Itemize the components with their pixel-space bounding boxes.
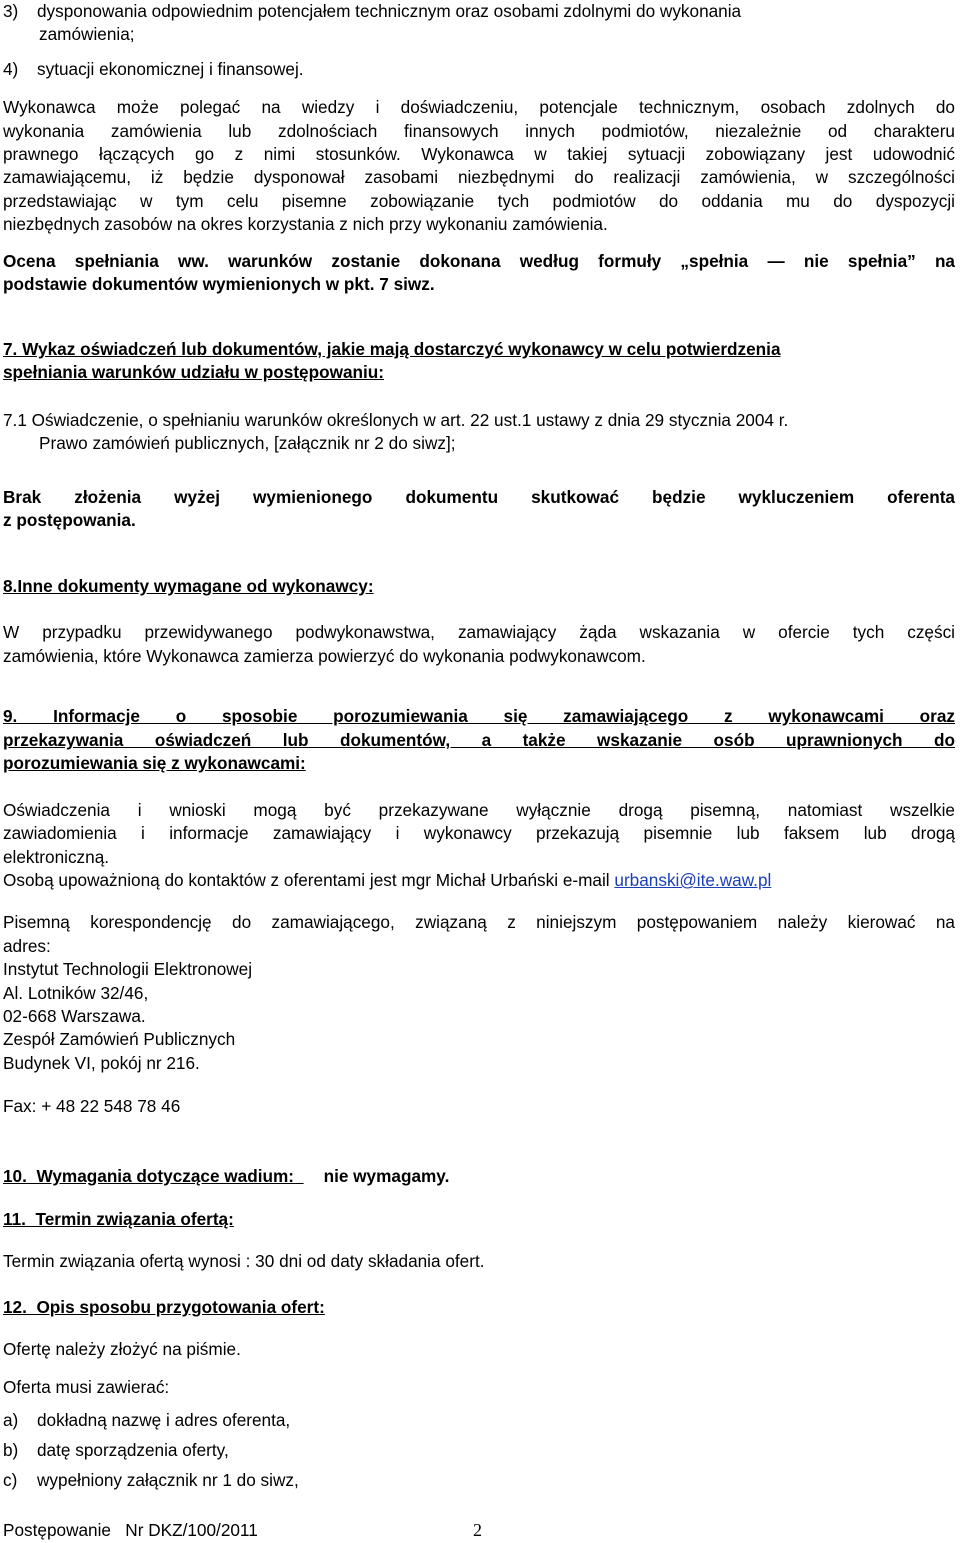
evaluation-line: podstawie dokumentów wymienionych w pkt. 7 siwz. [3, 274, 435, 294]
page-number: 2 [473, 1520, 482, 1540]
list-text: dysponowania odpowiednim potencjałem technicznym oraz osobami zdolnymi do wykonania [37, 1, 742, 21]
paragraph-line: zamawiającemu, iż będzie dysponował zasobami niezbędnymi do realizacji zamówienia, w szczególności [3, 167, 955, 187]
list-marker: c) [3, 1470, 18, 1490]
list-item [3, 1409, 290, 1432]
warning-line: Brak złożenia wyżej wymienionego dokumentu skutkować będzie wykluczeniem oferenta [3, 487, 955, 507]
address-line: 02-668 Warszawa. [3, 1006, 146, 1026]
section-heading: 11. Termin związania ofertą: [3, 1209, 234, 1229]
address-line: Budynek VI, pokój nr 216. [3, 1053, 200, 1073]
paragraph-line: W przypadku przewidywanego podwykonawstwa, zamawiający żąda wskazania w ofercie tych części [3, 622, 955, 642]
list-text: dokładną nazwę i adres oferenta, [37, 1410, 291, 1430]
page-footer [3, 1519, 955, 1542]
list-text: wypełniony załącznik nr 1 do siwz, [37, 1470, 299, 1490]
paragraph-line: Pisemną korespondencję do zamawiającego, związaną z niniejszym postępowaniem należy kierować na [3, 912, 955, 932]
paragraph-line: Oświadczenia i wnioski mogą być przekazywane wyłącznie drogą pisemną, natomiast wszelkie [3, 800, 955, 820]
paragraph-line: zawiadomienia i informacje zamawiający i wykonawcy przekazują pisemnie lub faksem lub drogą [3, 823, 955, 843]
paragraph-line: prawnego łączących go z nimi stosunków. Wykonawca w takiej sytuacji zobowiązany jest udowodnić [3, 144, 955, 164]
paragraph-line: Wykonawca może polegać na wiedzy i doświadczeniu, potencjale technicznym, osobach zdolnych do [3, 97, 955, 117]
section-heading: 10. Wymagania dotyczące wadium: nie wymagamy. [3, 1166, 450, 1186]
contact-line: Osobą upoważnioną do kontaktów z oferentami jest mgr Michał Urbański e-mail urbanski@ite.waw.pl [3, 870, 772, 890]
fax-line: Fax: + 48 22 548 78 46 [3, 1096, 181, 1116]
section-heading: 12. Opis sposobu przygotowania ofert: [3, 1297, 325, 1317]
footer-reference: Postępowanie Nr DKZ/100/2011 [3, 1520, 258, 1540]
list-marker: b) [3, 1440, 19, 1460]
list-marker: 4) [3, 59, 19, 79]
list-item [3, 1439, 229, 1462]
paragraph-line: 7.1 Oświadczenie, o spełnianiu warunków określonych w art. 22 ust.1 ustawy z dnia 29 stycznia 2004 r. [3, 410, 789, 430]
section-heading: 7. Wykaz oświadczeń lub dokumentów, jakie mają dostarczyć wykonawcy w celu potwierdzenia [3, 339, 781, 359]
address-line: Zespół Zamówień Publicznych [3, 1029, 236, 1049]
paragraph-line: Oferta musi zawierać: [3, 1377, 170, 1397]
section-heading: spełniania warunków udziału w postępowaniu: [3, 362, 385, 382]
paragraph-line: Prawo zamówień publicznych, [załącznik nr 2 do siwz]; [39, 433, 456, 453]
list-marker: 3) [3, 1, 19, 21]
paragraph-line: adres: [3, 936, 51, 956]
paragraph-line: Ofertę należy złożyć na piśmie. [3, 1339, 241, 1359]
section-heading: przekazywania oświadczeń lub dokumentów, a także wskazanie osób uprawnionych do [3, 730, 955, 750]
address-line: Instytut Technologii Elektronowej [3, 959, 253, 979]
list-marker: a) [3, 1410, 19, 1430]
paragraph-line: Termin związania ofertą wynosi : 30 dni od daty składania ofert. [3, 1251, 485, 1271]
list-item [3, 58, 304, 81]
list-text-continuation: zamówienia; [39, 24, 135, 44]
paragraph-line: zamówienia, które Wykonawca zamierza powierzyć do wykonania podwykonawcom. [3, 646, 646, 666]
list-text: sytuacji ekonomicznej i finansowej. [37, 59, 304, 79]
warning-line: z postępowania. [3, 510, 136, 530]
evaluation-line: Ocena spełniania ww. warunków zostanie dokonana według formuły „spełnia — nie spełnia” na [3, 251, 955, 271]
address-line: Al. Lotników 32/46, [3, 983, 149, 1003]
paragraph-line: niezbędnych zasobów na okres korzystania z nich przy wykonaniu zamówienia. [3, 214, 608, 234]
paragraph-line: elektroniczną. [3, 847, 110, 867]
paragraph-line: przedstawiając w tym celu pisemne zobowiązanie tych podmiotów do oddania mu do dyspozycji [3, 191, 955, 211]
list-item [3, 0, 741, 23]
email-link[interactable]: urbanski@ite.waw.pl [614, 870, 772, 890]
section-heading: 9. Informacje o sposobie porozumiewania się zamawiającego z wykonawcami oraz [3, 706, 955, 726]
section-heading: porozumiewania się z wykonawcami: [3, 753, 306, 773]
list-item [3, 1469, 299, 1492]
paragraph-line: wykonania zamówienia lub zdolnościach finansowych innych podmiotów, niezależnie od charakteru [3, 121, 955, 141]
section-heading: 8.Inne dokumenty wymagane od wykonawcy: [3, 576, 374, 596]
list-text: datę sporządzenia oferty, [37, 1440, 229, 1460]
